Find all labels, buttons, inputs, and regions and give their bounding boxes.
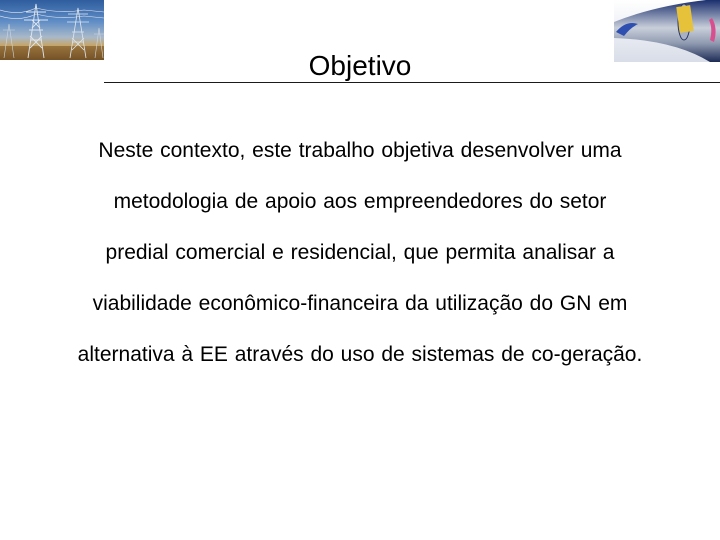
title-area bbox=[0, 46, 720, 86]
body-text bbox=[20, 139, 700, 394]
body-line: metodologia de apoio aos empreendedores do setor bbox=[113, 190, 607, 213]
body-line: predial comercial e residencial, que permita analisar a bbox=[105, 241, 615, 264]
slide-title: Objetivo bbox=[308, 50, 412, 81]
body-line: viabilidade econômico-financeira da utilização do GN em bbox=[92, 292, 628, 315]
title-underline bbox=[104, 82, 720, 83]
body-line: alternativa à EE através do uso de sistemas de co-geração. bbox=[77, 343, 643, 366]
body-line: Neste contexto, este trabalho objetiva desenvolver uma bbox=[98, 139, 622, 162]
